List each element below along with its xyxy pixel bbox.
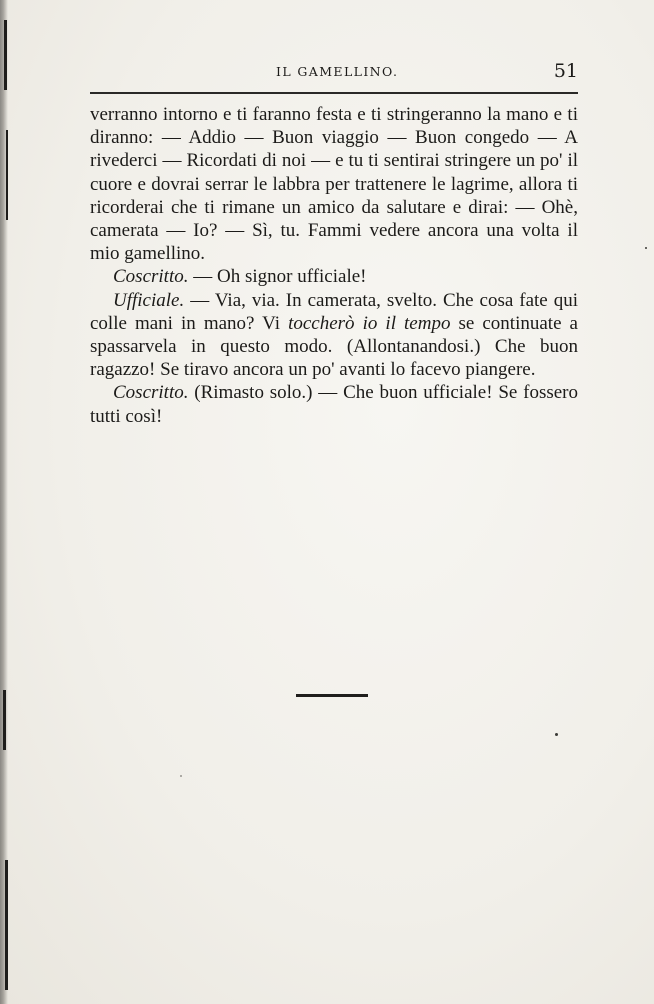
paper-speck [555, 733, 558, 736]
header-rule [90, 92, 578, 94]
binding-mark [6, 130, 8, 220]
speaker-name: Coscritto. [113, 382, 189, 404]
paper-speck [180, 775, 182, 777]
paper-speck [645, 247, 647, 249]
dialogue-line [90, 265, 578, 288]
binding-mark [5, 860, 8, 990]
dialogue-line [90, 381, 578, 427]
body-text [90, 103, 578, 428]
paragraph: verranno intorno e ti faranno festa e ti stringeranno la mano e ti diranno: — Addio — Buon viaggio — Buon congedo — A rivederci — Ricordati di noi — e tu ti sentirai stringere un po' il cuore e dovrai serrar le labbra per trattenere le lagrime, allora ti ricorderai che ti rimane un amico da salutare e dirai: — Ohè, camerata — Io? — Sì, tu. Fammi vedere ancora una volta il mio gamellino. [90, 104, 578, 265]
page-header [90, 58, 578, 88]
speaker-name: Ufficiale. [113, 289, 185, 311]
binding-mark [4, 20, 7, 90]
section-end-rule [296, 694, 368, 697]
page-number: 51 [553, 60, 578, 82]
dialogue-text: (Rimasto solo.) — Che buon ufficiale! Se fossero tutti così! [90, 382, 578, 427]
dialogue-line [90, 289, 578, 382]
running-head: IL GAMELLINO. [276, 64, 399, 79]
binding-mark [3, 690, 6, 750]
dialogue-text: — Oh signor ufficiale! [188, 266, 367, 288]
dialogue-text: se continuate a spassarvela in questo modo. (Allontanandosi.) Che buon ragazzo! Se tiravo ancora un po' avanti lo facevo piangere. [90, 312, 578, 381]
emphasis-text: toccherò io il tempo [288, 312, 451, 334]
dialogue-text: — Via, via. In camerata, svelto. Che cosa fate qui colle mani in mano? Vi [90, 289, 578, 334]
speaker-name: Coscritto. [113, 266, 189, 288]
